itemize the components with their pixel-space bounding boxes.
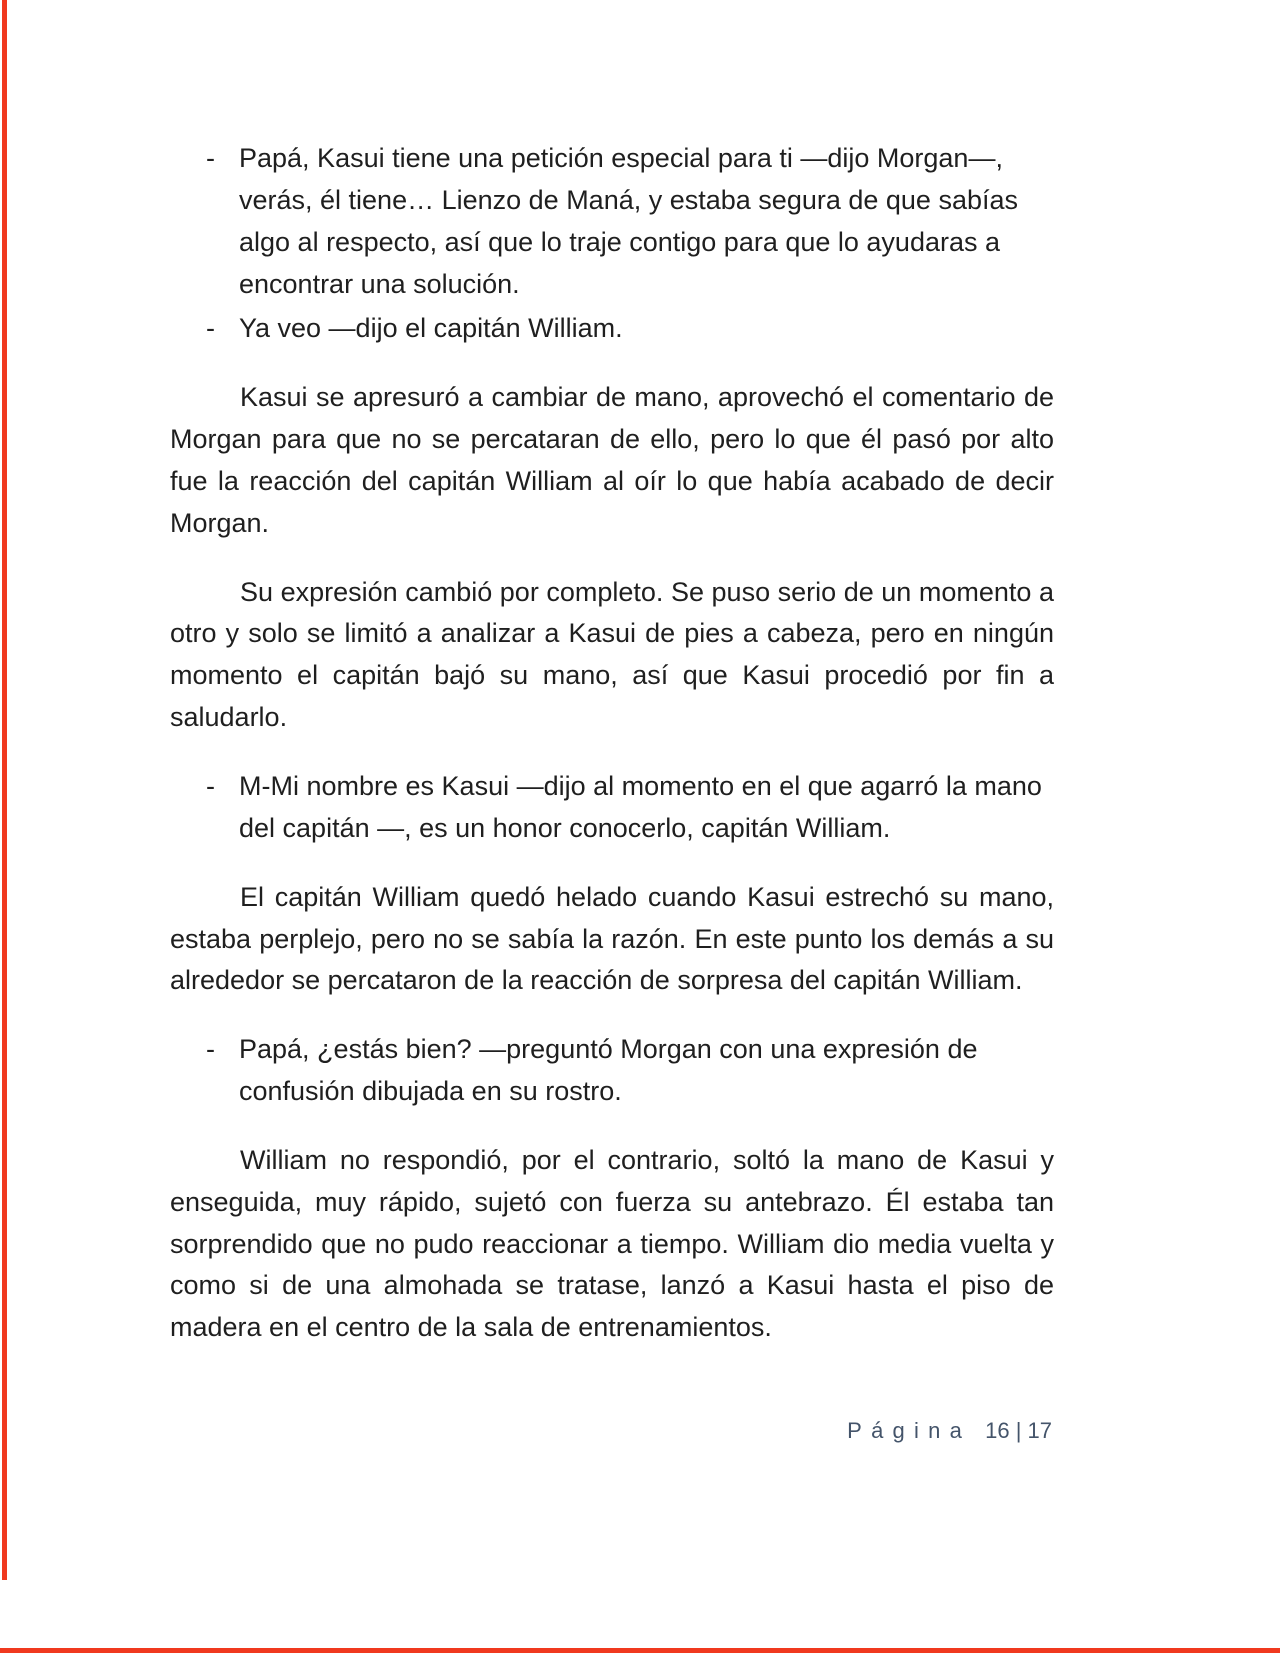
footer-label: Página — [847, 1418, 972, 1443]
dialogue-item — [206, 1029, 1054, 1113]
paragraph: William no respondió, por el contrario, soltó la mano de Kasui y enseguida, muy rápido, sujetó con fuerza su antebrazo. Él estaba tan sorprendido que no pudo reaccionar a tiempo. William dio media vuelta y como si de una almohada se tratase, lanzó a Kasui hasta el piso de madera en el centro de la sala de entrenamientos. — [170, 1144, 1054, 1343]
dialogue-text: M-Mi nombre es Kasui —dijo al momento en el que agarró la mano del capitán —, es un honor conocerlo, capitán William. — [239, 770, 1042, 843]
dialogue-item — [206, 766, 1054, 850]
paragraph: El capitán William quedó helado cuando Kasui estrechó su mano, estaba perplejo, pero no se sabía la razón. En este punto los demás a su alrededor se percataron de la reacción de sorpresa del capitán William. — [170, 881, 1054, 996]
text-content — [170, 138, 1054, 1349]
dialogue-dash: - — [206, 143, 215, 173]
dialogue-item — [206, 138, 1054, 305]
dialogue-text: Papá, Kasui tiene una petición especial para ti —dijo Morgan—, verás, él tiene… Lienzo de Maná, y estaba segura de que sabías algo al respecto, así que lo traje contigo para que lo ayudaras a encontrar una solución. — [239, 143, 1018, 299]
paragraph: Kasui se apresuró a cambiar de mano, aprovechó el comentario de Morgan para que no se percataran de ello, pero lo que él pasó por alto fue la reacción del capitán William al oír lo que había acabado de decir Morgan. — [170, 382, 1054, 538]
dialogue-dash: - — [206, 313, 215, 344]
dialogue-text: Ya veo —dijo el capitán William. — [239, 313, 623, 344]
dialogue-dash: - — [206, 1034, 215, 1065]
page-border-left — [2, 0, 7, 1580]
page-footer — [847, 1418, 1052, 1444]
dialogue-dash: - — [206, 770, 215, 801]
dialogue-text: Papá, ¿estás bien? —preguntó Morgan con una expresión de confusión dibujada en su rostro. — [239, 1034, 978, 1107]
paragraph: Su expresión cambió por completo. Se puso serio de un momento a otro y solo se limitó a analizar a Kasui de pies a cabeza, pero en ningún momento el capitán bajó su mano, así que Kasui procedió por fin a saludarlo. — [170, 576, 1054, 733]
page-number: 16 | 17 — [985, 1418, 1052, 1443]
page-border-bottom — [0, 1648, 1280, 1653]
dialogue-item — [206, 308, 1054, 350]
